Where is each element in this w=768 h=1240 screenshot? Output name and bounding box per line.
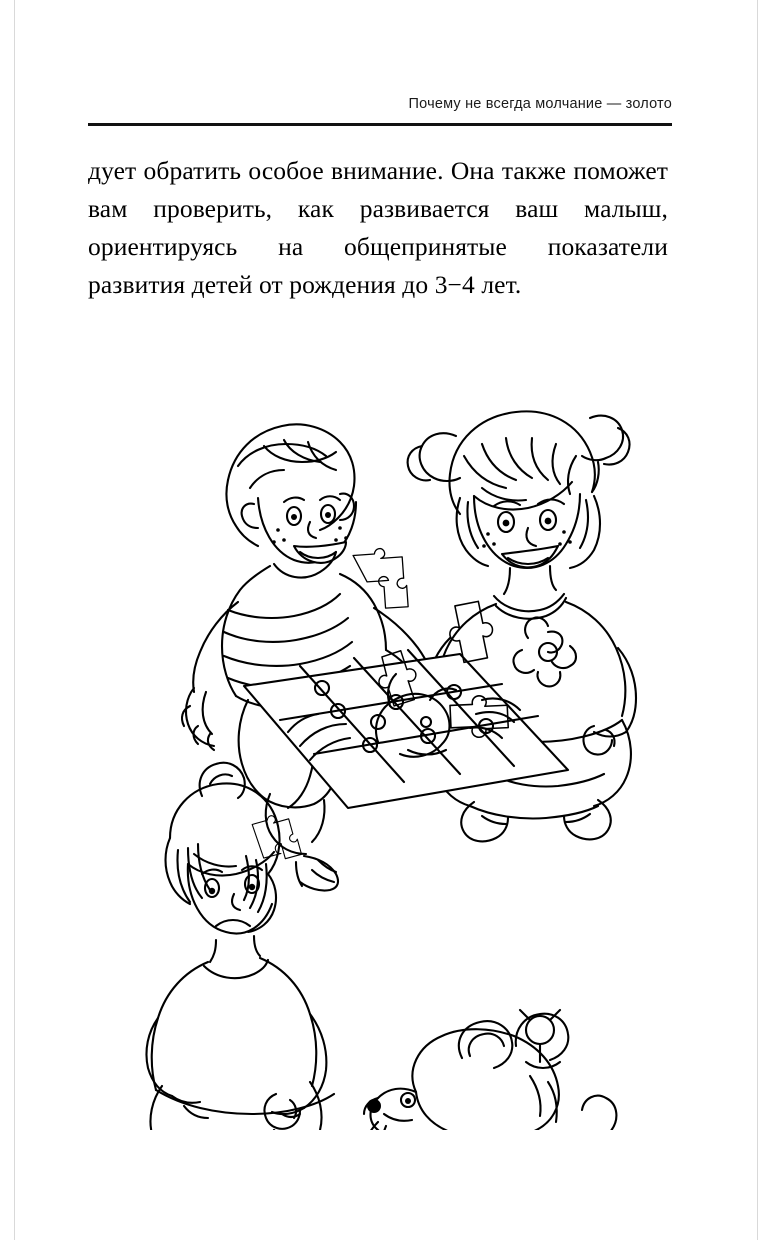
running-head: Почему не всегда молчание — золото <box>408 96 672 112</box>
body-text <box>88 152 668 304</box>
sitting-girl <box>125 763 334 1130</box>
puzzle-board <box>244 650 570 810</box>
wind-up-mouse-toy <box>364 1010 616 1130</box>
page-edge-left <box>14 0 15 1240</box>
children-playing-illustration <box>78 370 690 1130</box>
body-paragraph: дует обратить особое внимание. Она также поможет вам проверить, как развивается ваш малыш, ориентируясь на общепринятые показатели развития детей от рождения до 3−4 лет. <box>88 156 668 299</box>
header-rule <box>88 123 672 126</box>
page-edge-right <box>757 0 758 1240</box>
